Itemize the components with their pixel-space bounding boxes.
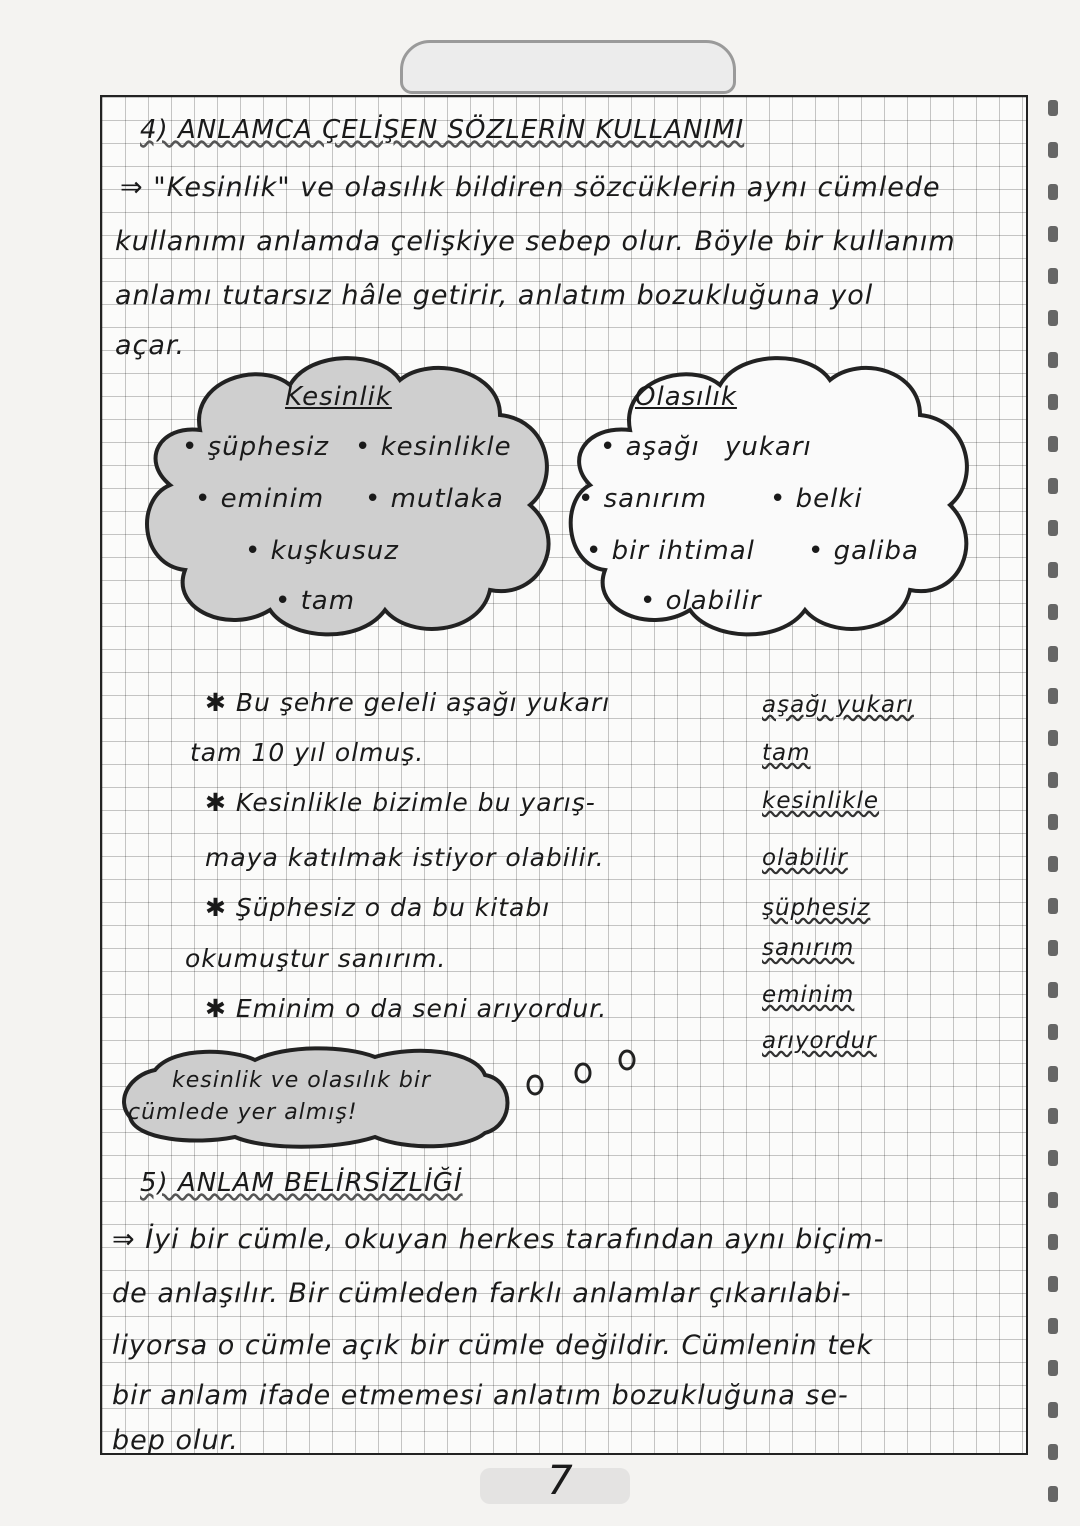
example-line: maya katılmak istiyor olabilir. <box>205 843 605 872</box>
spiral-ring <box>1048 394 1058 410</box>
side-word: aşağı yukarı <box>762 692 914 718</box>
bubble-line-2: cümlede yer almış! <box>128 1100 358 1125</box>
side-word: tam <box>762 740 811 766</box>
olasilik-item: • belki <box>770 484 863 514</box>
example-line: ✱ Şüphesiz o da bu kitabı <box>205 893 551 922</box>
olasilik-item: • galiba <box>808 536 919 566</box>
spiral-ring <box>1048 898 1058 914</box>
spiral-binding <box>1032 40 1072 1510</box>
spiral-ring <box>1048 142 1058 158</box>
spiral-ring <box>1048 520 1058 536</box>
kesinlik-item: • tam <box>275 586 356 616</box>
example-line: ✱ Eminim o da seni arıyordur. <box>205 994 608 1023</box>
spiral-ring <box>1048 646 1058 662</box>
example-line: tam 10 yıl olmuş. <box>190 738 425 767</box>
spiral-ring <box>1048 1444 1058 1460</box>
spiral-ring <box>1048 352 1058 368</box>
spiral-ring <box>1048 184 1058 200</box>
section-5-line-2: de anlaşılır. Bir cümleden farklı anlamlar çıkarılabi- <box>112 1278 852 1309</box>
thought-bubble <box>115 1045 645 1150</box>
section-5-line-1: ⇒ İyi bir cümle, okuyan herkes tarafından aynı biçim- <box>112 1224 885 1255</box>
spiral-ring <box>1048 310 1058 326</box>
spiral-ring <box>1048 1234 1058 1250</box>
example-line: ✱ Kesinlikle bizimle bu yarış- <box>205 788 596 817</box>
spiral-ring <box>1048 1318 1058 1334</box>
spiral-ring <box>1048 940 1058 956</box>
spiral-ring <box>1048 1276 1058 1292</box>
olasilik-item: • sanırım <box>578 484 708 514</box>
spiral-ring <box>1048 100 1058 116</box>
section-4-line-4: açar. <box>115 330 186 361</box>
example-line: ✱ Bu şehre geleli aşağı yukarı <box>205 688 611 717</box>
kesinlik-item: • eminim <box>195 484 325 514</box>
spiral-ring <box>1048 1066 1058 1082</box>
spiral-ring <box>1048 1024 1058 1040</box>
spiral-ring <box>1048 856 1058 872</box>
spiral-ring <box>1048 1150 1058 1166</box>
side-word: arıyordur <box>762 1028 877 1054</box>
side-word: eminim <box>762 982 855 1008</box>
section-5-line-4: bir anlam ifade etmemesi anlatım bozukluğuna se- <box>112 1380 849 1411</box>
section-5-line-3: liyorsa o cümle açık bir cümle değildir. Cümlenin tek <box>112 1330 874 1361</box>
spiral-ring <box>1048 1108 1058 1124</box>
olasilik-item: • aşağı <box>600 432 700 462</box>
olasilik-item: • bir ihtimal <box>586 536 755 566</box>
spiral-ring <box>1048 814 1058 830</box>
kesinlik-item: • mutlaka <box>365 484 504 514</box>
spiral-ring <box>1048 688 1058 704</box>
kesinlik-heading: Kesinlik <box>285 382 392 412</box>
olasilik-item: yukarı <box>725 432 812 462</box>
kesinlik-item: • şüphesiz <box>182 432 330 462</box>
spiral-ring <box>1048 604 1058 620</box>
spiral-ring <box>1048 982 1058 998</box>
spiral-ring <box>1048 268 1058 284</box>
section-4-line-1: ⇒ "Kesinlik" ve olasılık bildiren sözcüklerin aynı cümlede <box>120 172 941 203</box>
section-4-title: 4) ANLAMCA ÇELİŞEN SÖZLERİN KULLANIMI <box>140 115 745 145</box>
spiral-ring <box>1048 226 1058 242</box>
spiral-ring <box>1048 730 1058 746</box>
side-word: olabilir <box>762 845 848 871</box>
example-line: okumuştur sanırım. <box>185 944 447 973</box>
spiral-ring <box>1048 436 1058 452</box>
bubble-line-1: kesinlik ve olasılık bir <box>172 1068 432 1093</box>
side-word: kesinlikle <box>762 788 880 814</box>
notebook-tab <box>400 40 736 94</box>
spiral-ring <box>1048 478 1058 494</box>
side-word: sanırım <box>762 935 855 961</box>
olasilik-item: • olabilir <box>640 586 762 616</box>
olasilik-heading: Olasılık <box>635 382 737 412</box>
spiral-ring <box>1048 1192 1058 1208</box>
kesinlik-item: • kuşkusuz <box>245 536 399 566</box>
spiral-ring <box>1048 1486 1058 1502</box>
section-4-line-2: kullanımı anlamda çelişkiye sebep olur. Böyle bir kullanım <box>115 226 956 257</box>
spiral-ring <box>1048 1360 1058 1376</box>
page-number: 7 <box>547 1458 573 1504</box>
spiral-ring <box>1048 1402 1058 1418</box>
spiral-ring <box>1048 772 1058 788</box>
section-5-line-5: bep olur. <box>112 1425 239 1456</box>
spiral-ring <box>1048 562 1058 578</box>
side-word: şüphesiz <box>762 895 871 921</box>
kesinlik-item: • kesinlikle <box>355 432 512 462</box>
section-5-title: 5) ANLAM BELİRSİZLİĞİ <box>140 1168 463 1198</box>
section-4-line-3: anlamı tutarsız hâle getirir, anlatım bozukluğuna yol <box>115 280 874 311</box>
